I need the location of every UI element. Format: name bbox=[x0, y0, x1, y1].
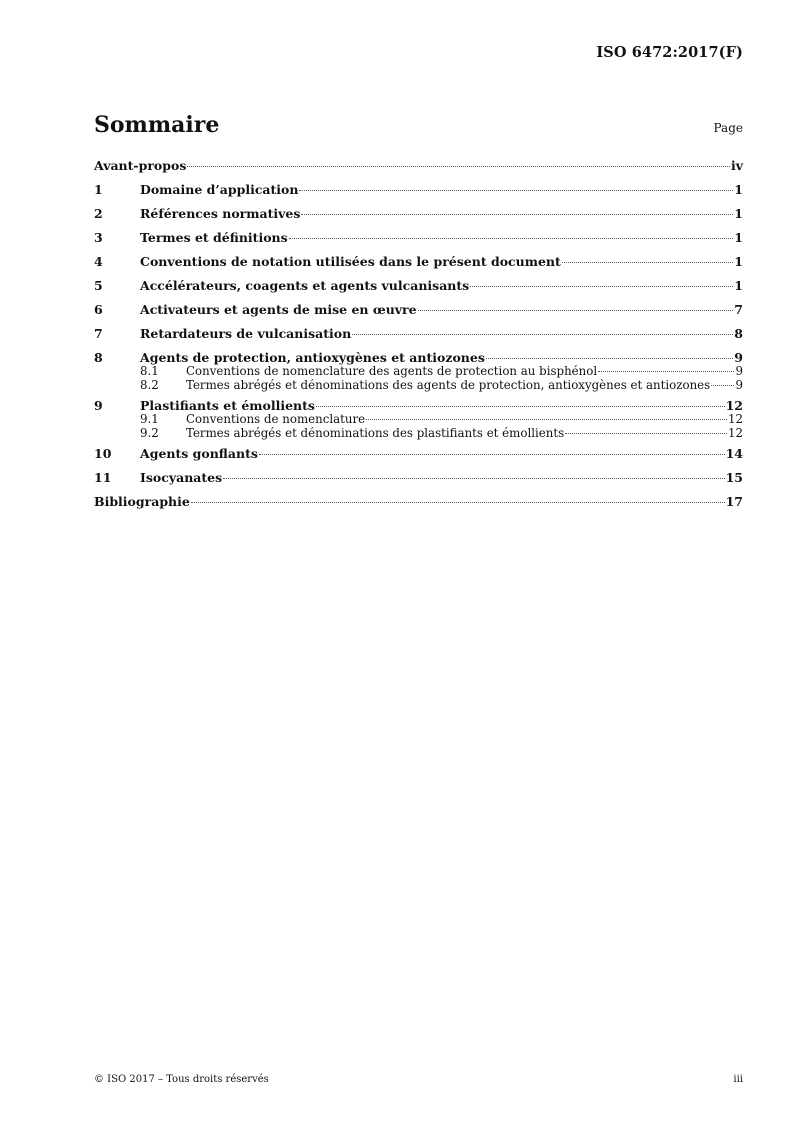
toc-entry-label: Activateurs et agents de mise en œuvre bbox=[140, 302, 417, 317]
toc-entry-label: Termes abrégés et dénominations des plastifiants et émollients bbox=[186, 425, 565, 440]
dot-leader bbox=[470, 286, 733, 287]
dot-leader bbox=[598, 371, 734, 372]
toc-entry-label: Termes et définitions bbox=[140, 230, 288, 245]
toc-subentry[interactable] bbox=[94, 365, 743, 379]
toc-entry-number: 9 bbox=[94, 398, 103, 413]
page-number: iii bbox=[733, 1074, 743, 1085]
toc-entry-label: Bibliographie bbox=[94, 494, 190, 509]
dot-leader bbox=[486, 358, 733, 359]
toc-entry-label: Domaine d’application bbox=[140, 182, 299, 197]
toc-entry-page: 12 bbox=[725, 398, 743, 413]
dot-leader bbox=[366, 419, 727, 420]
toc-entry-number: 8 bbox=[94, 350, 103, 365]
toc-entry-page: 1 bbox=[734, 230, 743, 245]
toc-entry-number: 5 bbox=[94, 278, 103, 293]
toc-entry-number: 11 bbox=[94, 470, 112, 485]
toc-entry-page: 15 bbox=[725, 470, 743, 485]
dot-leader bbox=[352, 334, 733, 335]
toc-entry-label: Agents de protection, antioxygènes et antiozones bbox=[140, 350, 485, 365]
toc-heading-row bbox=[94, 112, 743, 138]
dot-leader bbox=[562, 262, 734, 263]
toc-entry-label: Conventions de notation utilisées dans le présent document bbox=[140, 254, 561, 269]
dot-leader bbox=[565, 433, 727, 434]
toc-entry-number: 4 bbox=[94, 254, 103, 269]
dot-leader bbox=[418, 310, 734, 311]
toc-entry-page: 12 bbox=[727, 425, 743, 440]
toc-entry-label: Termes abrégés et dénominations des agents de protection, antioxygènes et antiozones bbox=[186, 377, 711, 392]
toc-entry-label: Accélérateurs, coagents et agents vulcanisants bbox=[140, 278, 470, 293]
toc-entry-number: 6 bbox=[94, 302, 103, 317]
toc-entry[interactable] bbox=[94, 442, 743, 466]
page-column-label: Page bbox=[713, 121, 743, 135]
dot-leader bbox=[191, 502, 725, 503]
toc-entry-page: 12 bbox=[727, 412, 743, 426]
toc-entry-label: Conventions de nomenclature bbox=[186, 412, 366, 426]
toc-entry-label: Retardateurs de vulcanisation bbox=[140, 326, 352, 341]
toc-entry-page: 14 bbox=[725, 446, 743, 461]
dot-leader bbox=[299, 190, 733, 191]
dot-leader bbox=[301, 214, 733, 215]
dot-leader bbox=[316, 406, 725, 407]
copyright-notice: © ISO 2017 – Tous droits réservés bbox=[94, 1074, 269, 1085]
toc-entry-number: 8.1 bbox=[140, 364, 159, 378]
toc-entry-page: 1 bbox=[734, 278, 743, 293]
toc-entry[interactable] bbox=[94, 322, 743, 346]
toc-entry-page: 9 bbox=[735, 364, 743, 378]
toc-entry-number: 7 bbox=[94, 326, 103, 341]
toc-entry[interactable] bbox=[94, 274, 743, 298]
toc-entry[interactable] bbox=[94, 154, 743, 178]
dot-leader bbox=[187, 166, 730, 167]
toc-entry-number: 2 bbox=[94, 206, 103, 221]
toc-subentry[interactable] bbox=[94, 379, 743, 393]
dot-leader bbox=[259, 454, 725, 455]
toc-entry-number: 10 bbox=[94, 446, 112, 461]
toc-entry[interactable] bbox=[94, 298, 743, 322]
toc-entry-label: Plastifiants et émollients bbox=[140, 398, 315, 413]
toc-entry-label: Avant-propos bbox=[94, 158, 187, 173]
toc-subentry[interactable] bbox=[94, 427, 743, 441]
page-footer bbox=[94, 1074, 743, 1085]
toc-entry-label: Agents gonflants bbox=[140, 446, 258, 461]
toc-entry[interactable] bbox=[94, 490, 743, 514]
dot-leader bbox=[711, 385, 734, 386]
toc-entry-number: 9.1 bbox=[140, 412, 159, 426]
toc-entry[interactable] bbox=[94, 466, 743, 490]
toc-entry[interactable] bbox=[94, 178, 743, 202]
page-title: Sommaire bbox=[94, 112, 220, 138]
toc-entry-number: 3 bbox=[94, 230, 103, 245]
toc-entry-page: 1 bbox=[734, 182, 743, 197]
toc-entry-page: 17 bbox=[725, 494, 743, 509]
toc-entry-page: 7 bbox=[734, 302, 743, 317]
toc-entry-label: Conventions de nomenclature des agents de protection au bisphénol bbox=[186, 364, 598, 378]
document-code: ISO 6472:2017(F) bbox=[596, 44, 743, 61]
toc-entry[interactable] bbox=[94, 202, 743, 226]
toc-entry-label: Références normatives bbox=[140, 206, 301, 221]
toc-entry-label: Isocyanates bbox=[140, 470, 223, 485]
toc-entry-page: 8 bbox=[734, 326, 743, 341]
table-of-contents bbox=[94, 154, 743, 514]
toc-entry-page: 9 bbox=[734, 350, 743, 365]
toc-entry[interactable] bbox=[94, 250, 743, 274]
toc-entry-page: 1 bbox=[734, 206, 743, 221]
toc-entry-page: 9 bbox=[735, 377, 743, 392]
toc-entry-page: 1 bbox=[734, 254, 743, 269]
toc-subentry[interactable] bbox=[94, 413, 743, 427]
toc-entry-number: 8.2 bbox=[140, 377, 159, 392]
toc-entry[interactable] bbox=[94, 226, 743, 250]
toc-entry-number: 9.2 bbox=[140, 425, 159, 440]
dot-leader bbox=[223, 478, 724, 479]
toc-entry-number: 1 bbox=[94, 182, 103, 197]
dot-leader bbox=[289, 238, 734, 239]
toc-entry-page: iv bbox=[730, 158, 743, 173]
